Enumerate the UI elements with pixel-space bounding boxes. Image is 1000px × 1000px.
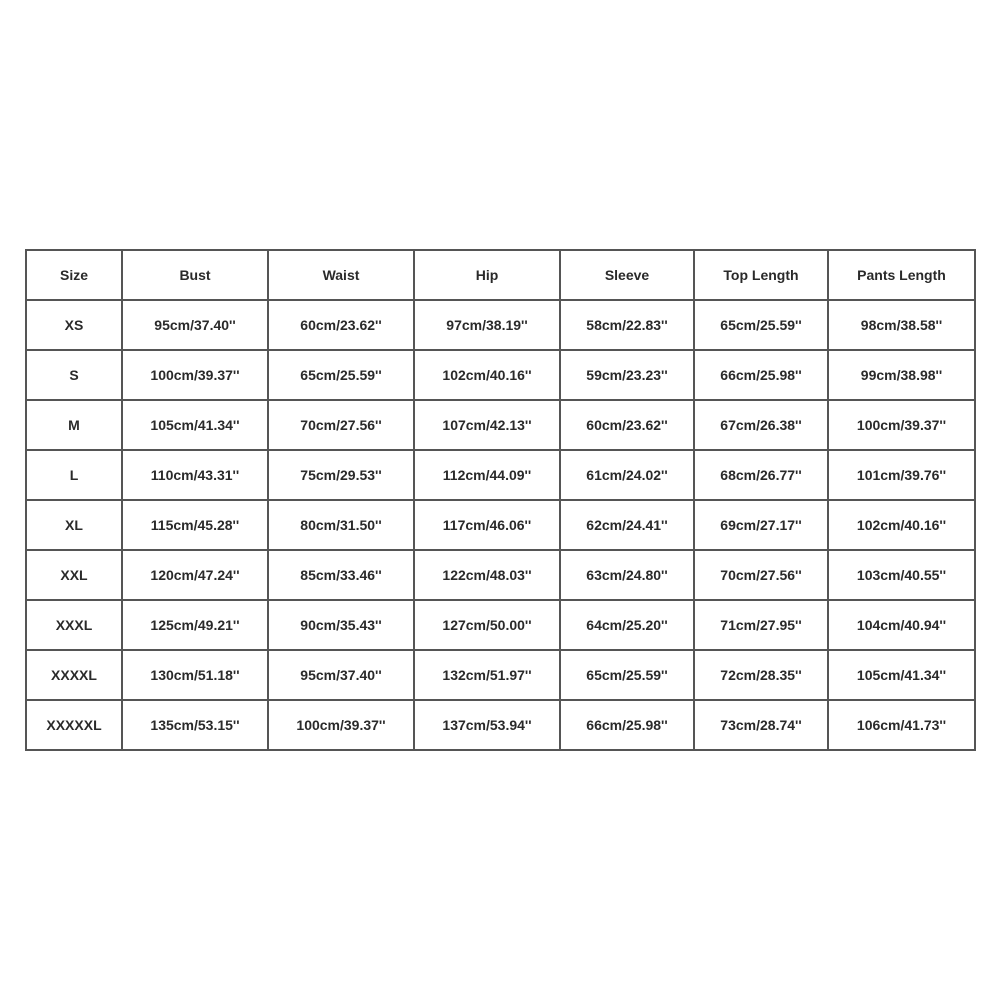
cell-pants-length: 104cm/40.94''	[829, 601, 976, 651]
table-row	[27, 301, 976, 351]
table-row	[27, 351, 976, 401]
table-row	[27, 501, 976, 551]
cell-sleeve: 62cm/24.41''	[561, 501, 695, 551]
cell-top-length: 73cm/28.74''	[695, 701, 829, 751]
header-hip: Hip	[415, 251, 561, 301]
cell-size: XXL	[27, 551, 123, 601]
cell-size: M	[27, 401, 123, 451]
cell-waist: 100cm/39.37''	[269, 701, 415, 751]
cell-top-length: 69cm/27.17''	[695, 501, 829, 551]
cell-top-length: 72cm/28.35''	[695, 651, 829, 701]
cell-bust: 95cm/37.40''	[123, 301, 269, 351]
table-row	[27, 651, 976, 701]
cell-hip: 112cm/44.09''	[415, 451, 561, 501]
cell-size: XXXXXL	[27, 701, 123, 751]
cell-hip: 107cm/42.13''	[415, 401, 561, 451]
cell-bust: 100cm/39.37''	[123, 351, 269, 401]
cell-top-length: 68cm/26.77''	[695, 451, 829, 501]
cell-top-length: 66cm/25.98''	[695, 351, 829, 401]
table-row	[27, 401, 976, 451]
cell-sleeve: 60cm/23.62''	[561, 401, 695, 451]
cell-pants-length: 106cm/41.73''	[829, 701, 976, 751]
cell-sleeve: 64cm/25.20''	[561, 601, 695, 651]
header-size: Size	[27, 251, 123, 301]
cell-bust: 115cm/45.28''	[123, 501, 269, 551]
table-row	[27, 701, 976, 751]
cell-waist: 85cm/33.46''	[269, 551, 415, 601]
cell-size: XL	[27, 501, 123, 551]
size-chart-table	[25, 249, 976, 751]
cell-hip: 97cm/38.19''	[415, 301, 561, 351]
cell-size: XXXL	[27, 601, 123, 651]
cell-pants-length: 100cm/39.37''	[829, 401, 976, 451]
cell-sleeve: 66cm/25.98''	[561, 701, 695, 751]
cell-sleeve: 63cm/24.80''	[561, 551, 695, 601]
cell-pants-length: 105cm/41.34''	[829, 651, 976, 701]
header-bust: Bust	[123, 251, 269, 301]
cell-sleeve: 59cm/23.23''	[561, 351, 695, 401]
cell-pants-length: 103cm/40.55''	[829, 551, 976, 601]
cell-size: L	[27, 451, 123, 501]
cell-sleeve: 58cm/22.83''	[561, 301, 695, 351]
table-row	[27, 451, 976, 501]
cell-top-length: 71cm/27.95''	[695, 601, 829, 651]
cell-size: XXXXL	[27, 651, 123, 701]
cell-waist: 80cm/31.50''	[269, 501, 415, 551]
cell-waist: 65cm/25.59''	[269, 351, 415, 401]
cell-bust: 105cm/41.34''	[123, 401, 269, 451]
header-top-length: Top Length	[695, 251, 829, 301]
cell-waist: 95cm/37.40''	[269, 651, 415, 701]
cell-hip: 137cm/53.94''	[415, 701, 561, 751]
header-row	[27, 251, 976, 301]
cell-pants-length: 98cm/38.58''	[829, 301, 976, 351]
cell-pants-length: 101cm/39.76''	[829, 451, 976, 501]
cell-waist: 75cm/29.53''	[269, 451, 415, 501]
cell-bust: 120cm/47.24''	[123, 551, 269, 601]
cell-sleeve: 61cm/24.02''	[561, 451, 695, 501]
cell-bust: 110cm/43.31''	[123, 451, 269, 501]
cell-pants-length: 102cm/40.16''	[829, 501, 976, 551]
header-sleeve: Sleeve	[561, 251, 695, 301]
cell-hip: 102cm/40.16''	[415, 351, 561, 401]
header-waist: Waist	[269, 251, 415, 301]
cell-waist: 70cm/27.56''	[269, 401, 415, 451]
table-row	[27, 601, 976, 651]
cell-bust: 130cm/51.18''	[123, 651, 269, 701]
cell-pants-length: 99cm/38.98''	[829, 351, 976, 401]
cell-hip: 122cm/48.03''	[415, 551, 561, 601]
cell-hip: 127cm/50.00''	[415, 601, 561, 651]
cell-top-length: 67cm/26.38''	[695, 401, 829, 451]
cell-top-length: 65cm/25.59''	[695, 301, 829, 351]
cell-waist: 60cm/23.62''	[269, 301, 415, 351]
cell-hip: 117cm/46.06''	[415, 501, 561, 551]
cell-top-length: 70cm/27.56''	[695, 551, 829, 601]
cell-bust: 135cm/53.15''	[123, 701, 269, 751]
cell-size: S	[27, 351, 123, 401]
cell-hip: 132cm/51.97''	[415, 651, 561, 701]
header-pants-length: Pants Length	[829, 251, 976, 301]
cell-bust: 125cm/49.21''	[123, 601, 269, 651]
table-row	[27, 551, 976, 601]
cell-sleeve: 65cm/25.59''	[561, 651, 695, 701]
cell-waist: 90cm/35.43''	[269, 601, 415, 651]
cell-size: XS	[27, 301, 123, 351]
